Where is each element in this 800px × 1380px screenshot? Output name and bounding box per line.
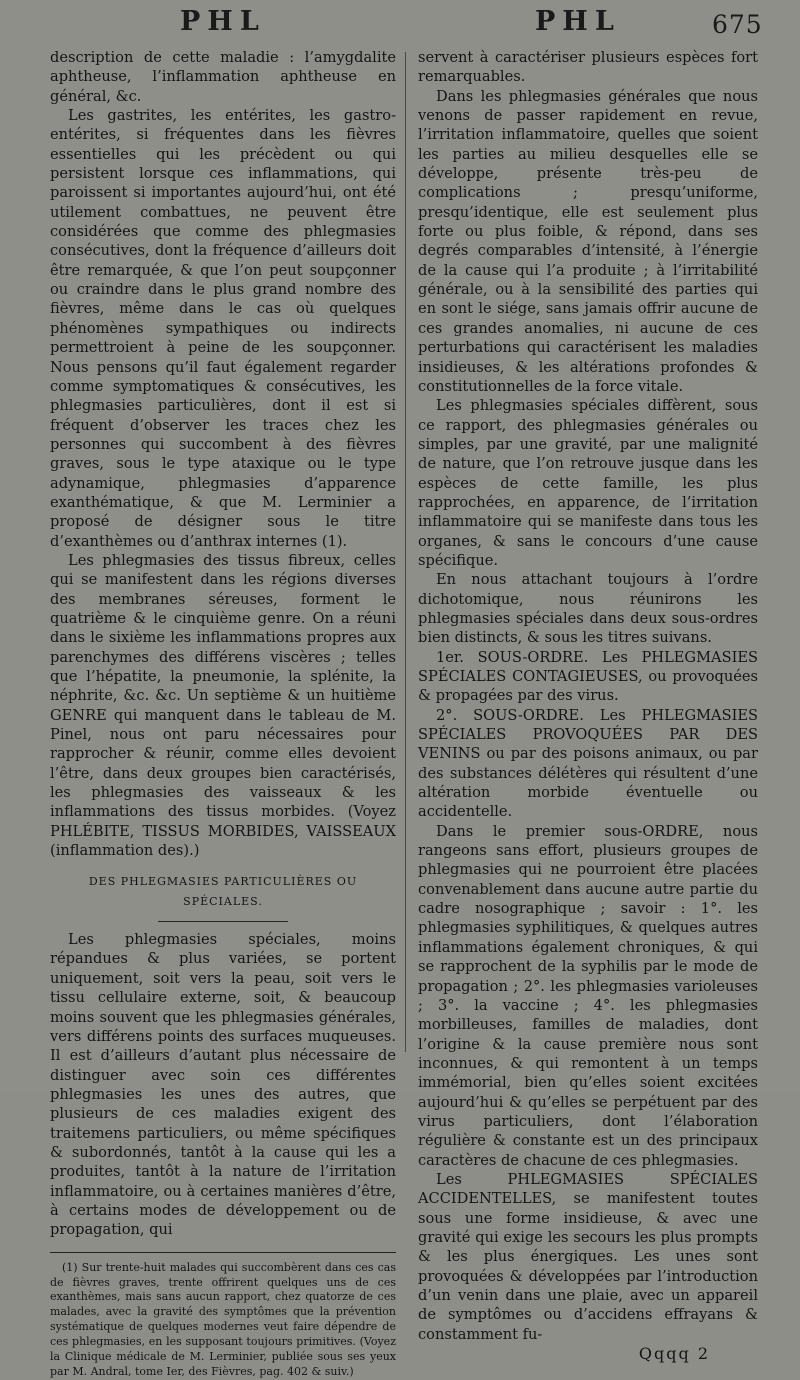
right-column (418, 48, 758, 1363)
right-paragraph-2: Dans les phlegmasies générales que nous venons de passer rapidement en revue, l’irritation inflammatoire, quelles que soient les parties au milieu desquelles elle se développe, présente très-peu de complications ; presqu’uniforme, presqu’identique, elle est seulement plus forte ou plus foible, & répond, dans ses degrés comparables d’intensité, à l’énergie de la cause qui l’a produite ; à l’irritabilité générale, ou à la sensibilité des parties qui en sont le siége, sans jamais offrir aucune de ces grandes anomalies, ni aucune de ces perturbations qui caractérisent les maladies insidieuses, & les altérations profondes & constitutionnelles de la force vitale. (418, 87, 758, 395)
left-column (50, 48, 396, 1380)
footnote-rule (50, 1252, 396, 1253)
section-rule (158, 921, 288, 922)
right-paragraph-5: 1er. SOUS-ORDRE. Les PHLEGMASIES SPÉCIALES CONTAGIEUSES, ou provoquées & propagées par des virus. (418, 648, 758, 705)
section-title: DES PHLEGMASIES PARTICULIÈRES OU SPÉCIALES. (88, 875, 358, 908)
column-divider (405, 52, 406, 1052)
left-paragraph-3: Les phlegmasies des tissus fibreux, celles qui se manifestent dans les régions diverses des membranes séreuses, forment le quatrième & le cinquième genre. On a réuni dans le sixième les inflammations propres aux parenchymes des différens viscères ; telles que l’hépatite, la pneumonie, la splénite, la néphrite, &c. &c. Un septième & un huitième GENRE qui manquent dans le tableau de M. Pinel, nous ont paru nécessaires pour rapprocher & réunir, comme elles devoient l’être, dans deux groupes bien caractérisés, les phlegmasies des vaisseaux & les inflammations des tissus morbides. (Voyez PHLÉBITE, TISSUS MORBIDES, VAISSEAUX (inflammation des).) (50, 551, 396, 860)
page-number: 675 (712, 10, 763, 39)
left-paragraph-2: Les gastrites, les entérites, les gastro-entérites, si fréquentes dans les fièvres essentielles qui les précèdent ou qui persistent lorsque ces inflammations, qui paroissent si importantes aujourd’hui, ont été utilement combattues, ne peuvent être considérées que comme des phlegmasies consécutives, dont la fréquence d’ailleurs doit être remarquée, & que l’on peut soupçonner ou craindre dans le plus grand nombre des fièvres, même dans le cas où quelques phénomènes sympathiques ou indirects permettroient à peine de les soupçonner. Nous pensons qu’il faut également regarder comme symptomatiques & consécutives, les phlegmasies particulières, dont il est si fréquent d’observer les traces chez les personnes qui succombent à des fièvres graves, sous le type ataxique ou le type adynamique, phlegmasies d’apparence exanthématique, & que M. Lerminier a proposé de désigner sous le titre d’exanthèmes ou d’anthrax internes (1). (50, 107, 396, 550)
right-paragraph-6: 2°. SOUS-ORDRE. Les PHLEGMASIES SPÉCIALES PROVOQUÉES PAR DES VENINS ou par des poisons animaux, ou par des substances délétères qui résultent d’une altération morbide éventuelle ou accidentelle. (418, 706, 758, 821)
left-paragraph-1: description de cette maladie : l’amygdalite aphtheuse, l’inflammation aphtheuse en général, &c. (50, 49, 396, 105)
right-paragraph-8: Les PHLEGMASIES SPÉCIALES ACCIDENTELLES, se manifestent toutes sous une forme insidieuse, & avec une gravité qui exige les secours les plus prompts & les plus énergiques. Les unes sont provoquées & développées par l’introduction d’un venin dans une plaie, avec un appareil de symptômes ou d’accidens effrayans & constamment fu- (418, 1170, 758, 1343)
running-head-right: PHL (535, 6, 621, 37)
printer-signature: Qqqq 2 (638, 1344, 710, 1364)
right-paragraph-3: Les phlegmasies spéciales diffèrent, sous ce rapport, des phlegmasies générales ou simples, par une gravité, par une malignité de nature, que l’on retrouve jusque dans les espèces de cette famille, les plus rapprochées, en apparence, de l’irritation inflammatoire qui se manifeste dans tous les organes, & sans le concours d’une cause spécifique. (418, 397, 758, 569)
left-paragraph-4: Les phlegmasies spéciales, moins répandues & plus variées, se portent uniquement, soit vers la peau, soit vers le tissu cellulaire externe, soit, & beaucoup moins souvent que les phlegmasies générales, vers différens points des surfaces muqueuses. Il est d’ailleurs d’autant plus nécessaire de distinguer avec soin ces différentes phlegmasies les unes des autres, que plusieurs de ces maladies exigent des traitemens particuliers, ou même spécifiques & subordonnés, tantôt à la cause qui les a produites, tantôt à la nature de l’irritation inflammatoire, ou à certaines manières d’être, à certains modes de développement ou de propagation, qui (50, 931, 396, 1239)
running-head-left: PHL (180, 6, 266, 37)
right-paragraph-1: servent à caractériser plusieurs espèces fort remarquables. (418, 49, 758, 86)
right-paragraph-7: Dans le premier sous-ORDRE, nous rangeons sans effort, plusieurs groupes de phlegmasies qui ne pourroient être placées convenablement dans aucune autre partie du cadre nosographique ; savoir : 1°. les phlegmasies syphilitiques, & quelques autres inflammations également chroniques, & qui se rapprochent de la syphilis par le mode de propagation ; 2°. les phlegmasies varioleuses ; 3°. la vaccine ; 4°. les phlegmasies morbilleuses, familles de maladies, dont l’origine & la cause première nous sont inconnues, & qui remontent à un temps immémorial, bien qu’elles soient excitées aujourd’hui & qu’elles se perpétuent par des virus particuliers, dont l’élaboration régulière & constante est un des principaux caractères de chacune de ces phlegmasies. (418, 822, 758, 1169)
footnote: (1) Sur trente-huit malades qui succombèrent dans ces cas de fièvres graves, trente offrirent quelques uns de ces exanthèmes, mais sans aucun rapport, chez quatorze de ces malades, avec la gravité des symptômes que la prévention systématique de quelques modernes veut faire dépendre de ces phlegmasies, en les supposant toujours primitives. (Voyez la Clinique médicale de M. Lerminier, publiée sous ses yeux par M. Andral, tome Ier, des Fièvres, pag. 402 & suiv.) (50, 1260, 396, 1378)
right-paragraph-4: En nous attachant toujours à l’ordre dichotomique, nous réunirons les phlegmasies spéciales dans deux sous-ordres bien distincts, & sous les titres suivans. (418, 571, 758, 647)
